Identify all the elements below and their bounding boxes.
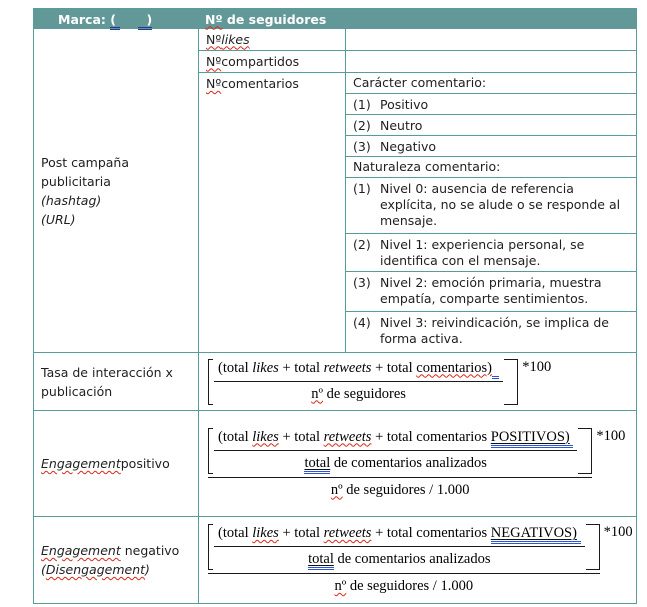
formula-inner-denominator: total de comentarios analizados [214,546,585,570]
engagement-negative-line1: Engagement negativo [41,543,180,558]
engagement-negative-row [34,517,636,603]
post-hashtag-line: (hashtag) [41,192,102,208]
formula-numerator: (total likes + total retweets + total comentarios NEGATIVOS) [214,524,585,546]
left-bracket [208,524,213,570]
engagement-positive-row [34,411,636,517]
post-campaign-line: Post campaña publicitaria [41,154,130,189]
metrics-table [33,8,637,604]
shares-count-cell: Nº compartidos [199,51,345,73]
top-section [34,29,636,353]
right-bracket [586,524,600,570]
formula-denominator: nº de seguidores [214,381,503,405]
engagement-positive-formula-cell [199,411,636,516]
engagement-positive-formula [208,428,625,500]
nature-item-level0: (1) Nivel 0: ausencia de referencia explícita, no se alude o se responde al mensaje. [346,178,636,234]
comment-detail-column [346,29,636,352]
character-item-negative: (3) Negativo [346,136,636,157]
nature-item-level1: (2) Nivel 1: experiencia personal, se identifica con el mensaje. [346,234,636,272]
comment-character-title: Carácter comentario: [346,73,636,94]
left-bracket [208,359,213,405]
formula-numerator: (total likes + total retweets + total comentarios) [214,359,503,381]
comments-count-cell: Nº comentarios [206,76,299,91]
interaction-rate-label: Tasa de interacción x publicación [34,353,199,410]
post-url-line: (URL) [41,211,76,227]
left-bracket [208,428,213,474]
character-item-positive: (1) Positivo [346,94,636,115]
formula-outer-denominator: nº de seguidores / 1.000 [208,477,592,500]
formula-inner-denominator: total de comentarios analizados [214,450,577,474]
interaction-rate-row [34,353,636,411]
followers-label: Nº de seguidores [205,11,327,27]
engagement-negative-label [34,517,199,603]
counts-column [199,29,346,352]
formula-outer-denominator: nº de seguidores / 1.000 [208,573,600,596]
empty-cell [346,51,636,73]
post-campaign-cell [34,29,199,352]
right-bracket [504,359,518,405]
interaction-rate-formula [208,359,551,405]
times-100: *100 [603,524,633,540]
engagement-negative-formula [208,524,633,596]
times-100: *100 [522,358,552,375]
comment-nature-title: Naturaleza comentario: [346,157,636,178]
empty-cell [346,29,636,51]
engagement-positive-label: Engagement positivo [34,411,199,516]
character-item-neutral: (2) Neutro [346,115,636,136]
engagement-negative-formula-cell [199,517,636,603]
brand-label: Marca: ( ) [34,12,152,27]
nature-item-level2: (3) Nivel 2: emoción primaria, muestra empatía, comparte sentimientos. [346,272,636,312]
right-bracket [578,428,592,474]
interaction-rate-formula-cell [199,353,636,410]
nature-item-level3: (4) Nivel 3: reivindicación, se implica de forma activa. [353,315,609,346]
engagement-negative-line2: (Disengagement) [41,562,150,577]
likes-count-cell: Nº likes [199,29,345,51]
formula-numerator: (total likes + total retweets + total comentarios POSITIVOS) [214,428,577,450]
times-100: *100 [596,427,626,444]
table-header-row [34,9,636,29]
